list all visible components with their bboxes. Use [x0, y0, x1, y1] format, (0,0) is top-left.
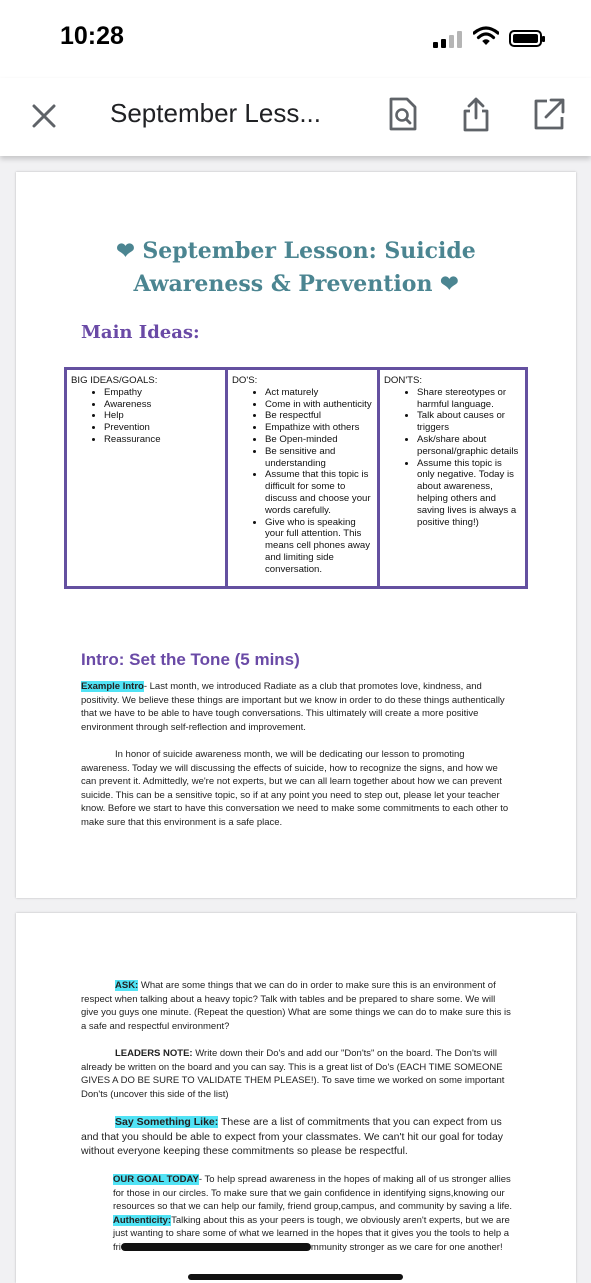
leaders-note-paragraph: LEADERS NOTE: Write down their Do's and add our "Don'ts" on the board. The Don'ts will already be written on the board and you can say. This is a great list of Do's (EACH TIME SOMEONE GIVES A DO BE SURE TO VALIDATE THEM PLEASE!). To save time we worked on some important Don'ts (uncover this side of the list) [81, 1048, 505, 1100]
redaction-bar [121, 1243, 311, 1251]
highlight-label: OUR GOAL TODAY [113, 1174, 199, 1185]
highlight-label: Example Intro [81, 681, 144, 692]
intro-paragraph: Example Intro- Last month, we introduced Radiate as a club that promotes love, kindness, and positivity. We believe these things are important but we know in order to do these things authentically that we have to be able to have tough conversations. This ultimately will create a more positive environment through self-reflection and improvement. [81, 681, 505, 733]
battery-icon [509, 30, 542, 47]
donts-column [377, 370, 525, 586]
find-in-page-icon[interactable] [386, 96, 420, 132]
list-item: • Be sensitive and understanding [265, 446, 374, 470]
list-item: • Prevention [104, 422, 222, 434]
heart-icon: ❤ [116, 238, 135, 264]
intro-paragraph-2: In honor of suicide awareness month, we will be dedicating our lesson to promoting awareness. Today we will discussing the effects of suicide, how to recognize the signs, and how we can prevent it. Admittedly, we're not experts, but we can all learn together about how we can prevent suicide. This can be a sensitive topic, so if at any point you need to step out, please let your teacher know. Before we start to have this conversation we need to make some commitments to each other to make sure that this environment is a safe place. [81, 749, 509, 828]
main-ideas-table [64, 367, 528, 589]
big-ideas-column [67, 370, 225, 586]
bold-label: LEADERS NOTE: [115, 1048, 193, 1059]
status-time: 10:28 [60, 22, 124, 50]
heart-icon: ❤ [440, 271, 459, 297]
column-header: DON'TS: [384, 375, 423, 386]
main-ideas-heading: Main Ideas: [81, 322, 200, 343]
list-item: • Give who is speaking your full attention. This means cell phones away and limiting side conversation. [265, 517, 374, 576]
lesson-title-line2: Awareness & Prevention ❤ [133, 271, 459, 297]
app-toolbar [0, 78, 591, 156]
say-something-paragraph: Say Something Like: These are a list of commitments that you can expect from us and that you should be able to expect from your classmates. We can't hit our goal for today without everyone keeping these commitments so please be respectful. [81, 1116, 504, 1157]
signal-icon [433, 30, 463, 48]
list-item: • Awareness [104, 399, 222, 411]
document-page-2 [16, 913, 576, 1283]
intro-heading: Intro: Set the Tone (5 mins) [81, 650, 300, 669]
highlight-label: ASK: [115, 980, 139, 991]
list-item: • Empathize with others [265, 422, 374, 434]
list-item: • Ask/share about personal/graphic details [417, 434, 522, 458]
column-header: BIG IDEAS/GOALS: [71, 375, 158, 386]
list-item: • Share stereotypes or harmful language. [417, 387, 522, 411]
dos-column [225, 370, 377, 586]
highlight-label: Authenticity: [113, 1214, 172, 1226]
share-icon[interactable] [459, 96, 493, 132]
ask-paragraph: ASK: What are some things that we can do in order to make sure this is an environment of respect when talking about a heavy topic? Talk with tables and be prepared to share some. We will give you guys one minute. (Repeat the question) What are some things we can do to make sure this is a safe and respectful environment? [81, 980, 511, 1032]
lesson-title-line1: ❤ September Lesson: Suicide [116, 238, 476, 264]
status-bar [0, 0, 591, 78]
list-item: • Reassurance [104, 434, 222, 446]
goal-paragraph: OUR GOAL TODAY- To help spread awareness in the hopes of making all of us stronger allies for those in our circles. To make sure that we gain confidence in identifying signs,knowing our resources so that we can help our family, friend group,campus, and community by saving a life. Authenticity:Talking about this as your peers is tough, we obviously aren't experts, but we are just wanting to share some of what we learned in the hopes that it gives you the tools to help a fri mmunity stronger as we care for one another! [113, 1174, 513, 1253]
close-icon[interactable] [28, 100, 60, 132]
column-header: DO'S: [232, 375, 258, 386]
document-page-1 [16, 172, 576, 898]
list-item: • Be respectful [265, 410, 374, 422]
home-indicator [188, 1274, 403, 1280]
highlight-label: Say Something Like: [115, 1116, 219, 1128]
list-item: • Talk about causes or triggers [417, 410, 522, 434]
list-item: • Help [104, 410, 222, 422]
wifi-icon [473, 25, 499, 47]
list-item: • Be Open-minded [265, 434, 374, 446]
document-title: September Less... [110, 98, 321, 128]
list-item: • Act maturely [265, 387, 374, 399]
list-item: • Empathy [104, 387, 222, 399]
list-item: • Come in with authenticity [265, 399, 374, 411]
open-external-icon[interactable] [532, 96, 566, 132]
list-item: • Assume this topic is only negative. Today is about awareness, helping others and saving lives is always a positive thing!) [417, 458, 522, 529]
list-item: • Assume that this topic is difficult for some to discuss and choose your words carefully. [265, 469, 374, 516]
